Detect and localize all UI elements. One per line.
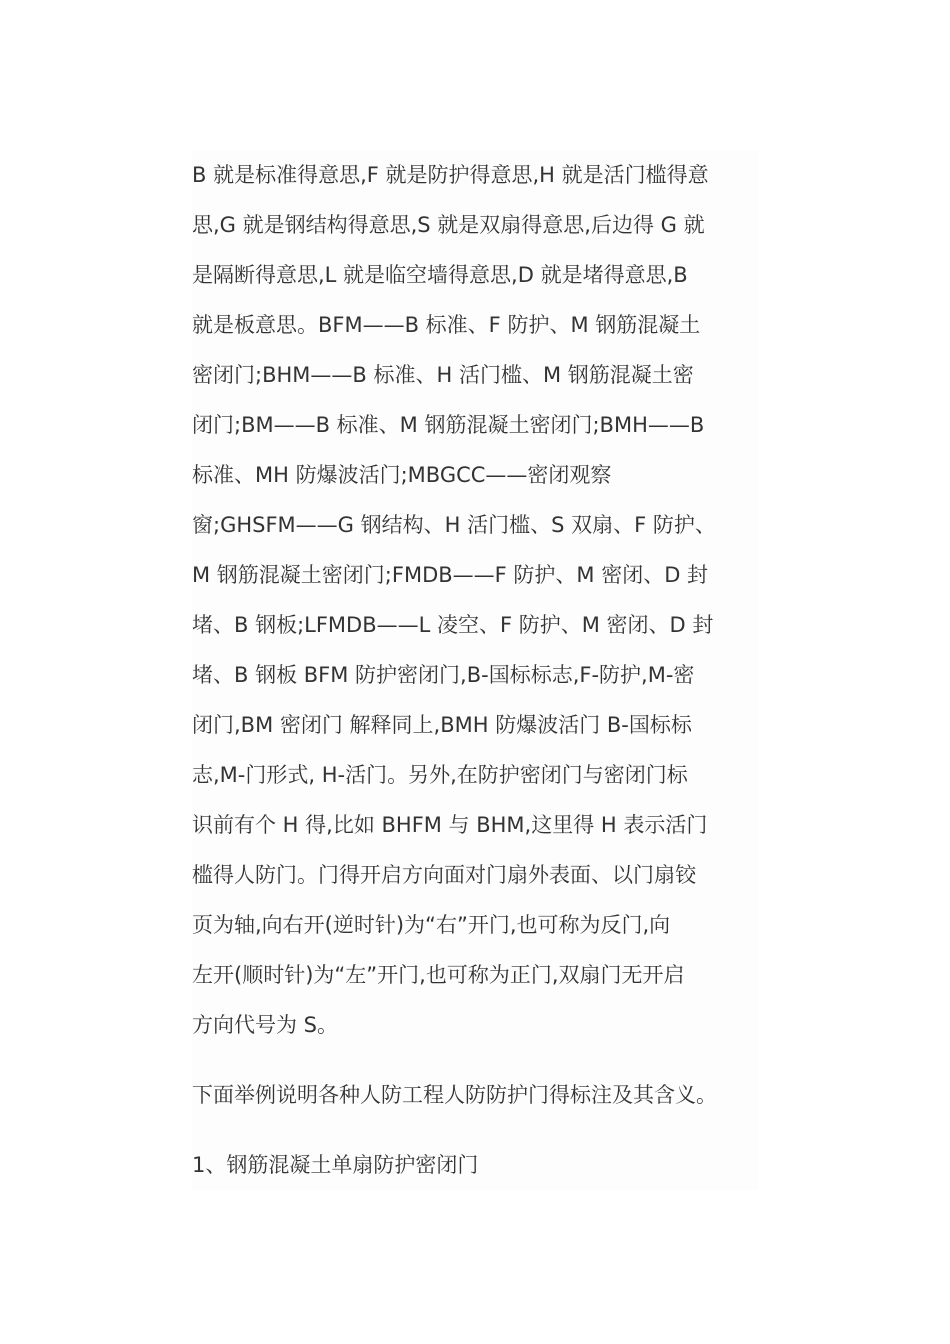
text-line: 窗;GHSFM——G 钢结构、H 活门槛、S 双扇、F 防护、 (192, 513, 716, 537)
text-line: 是隔断得意思,L 就是临空墙得意思,D 就是堵得意思,B (192, 263, 688, 287)
text-line: 左开(顺时针)为“左”开门,也可称为正门,双扇门无开启 (192, 963, 685, 987)
paragraph-door-codes (192, 150, 758, 1050)
section-heading-1 (192, 1140, 758, 1190)
text-line: 下面举例说明各种人防工程人防防护门得标注及其含义。 (192, 1083, 717, 1107)
text-line: 堵、B 钢板 BFM 防护密闭门,B-国标标志,F-防护,M-密 (192, 663, 695, 687)
text-line: 就是板意思。BFM——B 标准、F 防护、M 钢筋混凝土 (192, 313, 701, 337)
text-line: 堵、B 钢板;LFMDB——L 凌空、F 防护、M 密闭、D 封 (192, 613, 714, 637)
text-line: 标准、MH 防爆波活门;MBGCC——密闭观察 (192, 463, 612, 487)
text-line: 闭门,BM 密闭门 解释同上,BMH 防爆波活门 B-国标标 (192, 713, 692, 737)
text-line: B 就是标准得意思,F 就是防护得意思,H 就是活门槛得意 (192, 163, 709, 187)
document-body (192, 150, 758, 1190)
text-line: 志,M-门形式, H-活门。另外,在防护密闭门与密闭门标 (192, 763, 688, 787)
text-line: 密闭门;BHM——B 标准、H 活门槛、M 钢筋混凝土密 (192, 363, 694, 387)
text-line: 方向代号为 S。 (192, 1013, 339, 1037)
text-line: 页为轴,向右开(逆时针)为“右”开门,也可称为反门,向 (192, 913, 671, 937)
text-line: 槛得人防门。门得开启方向面对门扇外表面、以门扇铰 (192, 863, 696, 887)
paragraph-gap (192, 1050, 758, 1070)
text-line: 1、钢筋混凝土单扇防护密闭门 (192, 1153, 479, 1177)
paragraph-gap (192, 1120, 758, 1140)
text-line: 识前有个 H 得,比如 BHFM 与 BHM,这里得 H 表示活门 (192, 813, 708, 837)
text-line: 思,G 就是钢结构得意思,S 就是双扇得意思,后边得 G 就 (192, 213, 705, 237)
text-line: 闭门;BM——B 标准、M 钢筋混凝土密闭门;BMH——B (192, 413, 705, 437)
text-line: M 钢筋混凝土密闭门;FMDB——F 防护、M 密闭、D 封 (192, 563, 709, 587)
paragraph-intro-examples (192, 1070, 758, 1120)
